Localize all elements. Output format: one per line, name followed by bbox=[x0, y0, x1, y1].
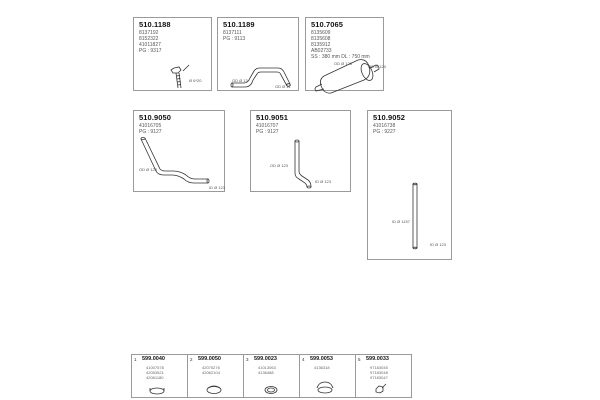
part-ref: 8137111 bbox=[223, 30, 242, 36]
accessory-number: 3 bbox=[246, 357, 249, 362]
dimension-label: OD Ø 13 bbox=[232, 78, 248, 83]
part-ref: 41016738 bbox=[373, 123, 396, 129]
part-ref: 41016707 bbox=[256, 123, 279, 129]
part-code: 510.7065 bbox=[311, 20, 344, 29]
dimension-label: ID Ø 123 bbox=[430, 242, 447, 247]
straight-pipe-drawing bbox=[368, 111, 453, 261]
part-code: 510.9050 bbox=[139, 113, 172, 122]
part-ref: 8135608 bbox=[311, 36, 331, 42]
part-code: 510.9051 bbox=[256, 113, 289, 122]
accessory-ref: 4136488 bbox=[258, 370, 274, 375]
accessory-ref: 4136318 bbox=[314, 365, 330, 370]
accessory-number: 5 bbox=[358, 357, 361, 362]
dimension-label: ID Ø 123 bbox=[209, 185, 226, 190]
part-ref: 8137192 bbox=[139, 30, 159, 36]
pipe-drawing bbox=[251, 111, 352, 193]
u-bolt-clamp-icon bbox=[300, 355, 356, 397]
part-ref: PG : 9127 bbox=[139, 129, 162, 135]
dimension-label: OD Ø 120 bbox=[368, 64, 387, 69]
part-code: 510.1188 bbox=[139, 20, 171, 29]
part-code: 510.9052 bbox=[373, 113, 406, 122]
part-ref: PG : 9227 bbox=[373, 129, 396, 135]
ring-clamp-icon bbox=[244, 355, 300, 397]
muffler-drawing bbox=[306, 18, 385, 92]
part-ref: 41011827 bbox=[139, 42, 161, 48]
dimension-label: OD Ø 11 bbox=[275, 84, 291, 89]
clamp-icon bbox=[188, 355, 244, 397]
accessory-ref: 41013063 bbox=[258, 365, 276, 370]
accessory-item[interactable] bbox=[244, 355, 300, 397]
accessory-ref: 97183048 bbox=[370, 370, 388, 375]
accessory-ref: 42053521 bbox=[146, 370, 164, 375]
part-card-510-1188[interactable] bbox=[133, 17, 212, 91]
accessory-code: 599.0040 bbox=[142, 356, 165, 362]
dimension-label: OD Ø 123 bbox=[334, 61, 353, 66]
part-ref: 8152322 bbox=[139, 36, 159, 42]
part-ref: 8135609 bbox=[311, 30, 331, 36]
accessory-item[interactable] bbox=[300, 355, 356, 397]
accessory-item[interactable] bbox=[356, 355, 411, 397]
accessory-code: 599.0033 bbox=[366, 356, 389, 362]
accessory-number: 2 bbox=[190, 357, 193, 362]
accessories-strip bbox=[131, 354, 412, 398]
part-card-510-7065[interactable] bbox=[305, 17, 387, 91]
accessory-code: 599.0023 bbox=[254, 356, 277, 362]
part-ref: PG : 9127 bbox=[256, 129, 279, 135]
dimension-label: ID Ø 123 bbox=[315, 179, 332, 184]
accessory-ref: 97183047 bbox=[370, 375, 388, 380]
part-card-510-9051[interactable] bbox=[250, 110, 351, 192]
accessory-ref: 97183045 bbox=[370, 365, 388, 370]
pipe-drawing bbox=[134, 111, 226, 193]
accessory-ref: 42075276 bbox=[202, 365, 220, 370]
accessory-code: 599.0053 bbox=[310, 356, 333, 362]
accessory-ref: 41007578 bbox=[146, 365, 164, 370]
accessory-number: 1 bbox=[134, 357, 137, 362]
accessory-ref: 42061180 bbox=[146, 375, 164, 380]
dimension-label: Ø 6*20 bbox=[189, 78, 202, 83]
part-ref: PG : 9317 bbox=[139, 48, 162, 54]
part-ref: 41016705 bbox=[139, 123, 162, 129]
part-ref: AB02733 bbox=[311, 48, 332, 54]
dimension-label: OD Ø 123 bbox=[139, 167, 158, 172]
part-ref: SS : 380 mm DL : 750 mm bbox=[311, 54, 370, 60]
part-card-510-1189[interactable] bbox=[217, 17, 299, 91]
part-card-510-9052[interactable] bbox=[367, 110, 452, 260]
clamp-icon bbox=[132, 355, 188, 397]
accessory-item[interactable] bbox=[132, 355, 188, 397]
accessory-code: 599.0050 bbox=[198, 356, 221, 362]
dimension-label: OD Ø 123 bbox=[270, 163, 289, 168]
part-code: 510.1189 bbox=[223, 20, 255, 29]
part-ref: 8135912 bbox=[311, 42, 331, 48]
part-ref: PG : 9113 bbox=[223, 36, 246, 42]
part-card-510-9050[interactable] bbox=[133, 110, 225, 192]
accessory-ref: 42062104 bbox=[202, 370, 220, 375]
dimension-label: ID Ø 1157 bbox=[392, 219, 410, 224]
accessory-item[interactable] bbox=[188, 355, 244, 397]
accessory-number: 4 bbox=[302, 357, 305, 362]
bolt-icon bbox=[356, 355, 411, 397]
bent-pipe-drawing bbox=[218, 18, 300, 92]
